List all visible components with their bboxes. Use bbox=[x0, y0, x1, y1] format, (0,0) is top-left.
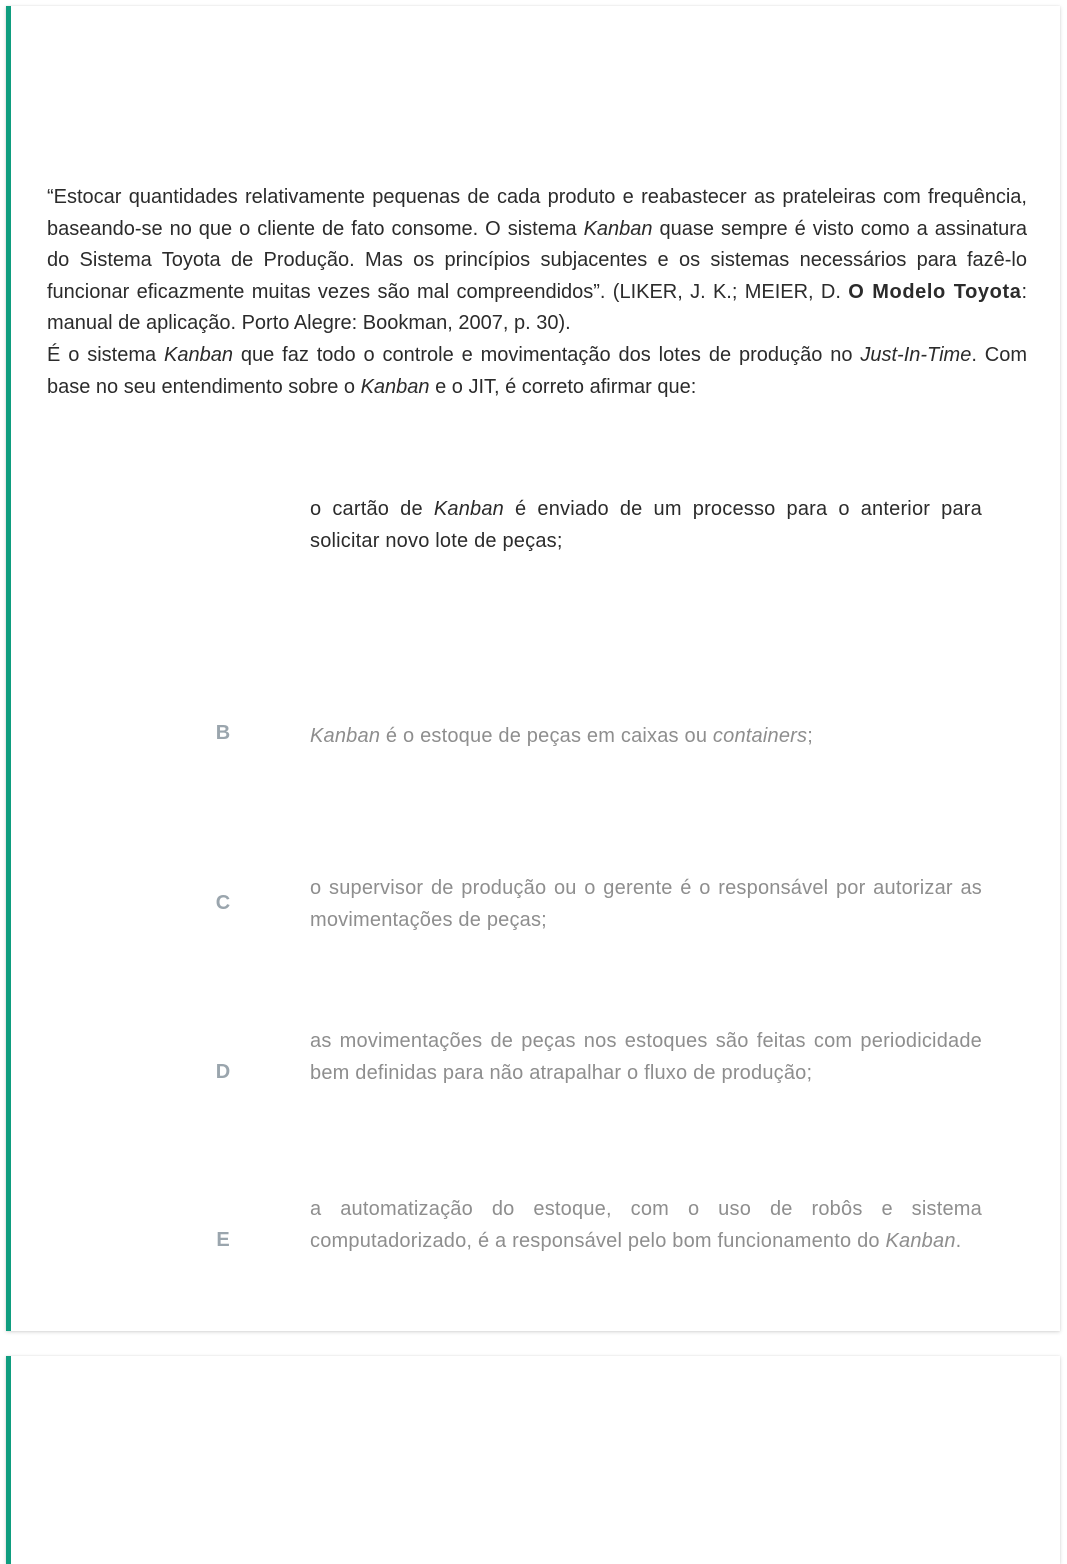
answer-option-e-text: a automatização do estoque, com o uso de robôs e sistema computadorizado, é a responsável pelo bom funcionamento do Kanban. bbox=[310, 1198, 982, 1252]
question-quote: “Estocar quantidades relativamente pequenas de cada produto e reabastecer as prateleiras com frequência, baseando-se no que o cliente de fato consome. O sistema Kanban quase sempre é visto como a assinatura do Sistema Toyota de Produção. Mas os princípios subjacentes e os sistemas necessários para fazê-lo funcionar eficazmente muitas vezes são mal compreendidos”. (LIKER, J. K.; MEIER, D. O Modelo Toyota: manual de aplicação. Porto Alegre: Bookman, 2007, p. 30). bbox=[47, 186, 1027, 335]
option-letter-e: E bbox=[216, 1229, 230, 1251]
answer-option-a-text: o cartão de Kanban é enviado de um processo para o anterior para solicitar novo lote de peças; bbox=[310, 498, 982, 552]
answer-option-c-text: o supervisor de produção ou o gerente é o responsável por autorizar as movimentações de peças; bbox=[310, 877, 982, 931]
option-letter-c: C bbox=[215, 892, 231, 914]
next-question-card bbox=[6, 1356, 1060, 1564]
question-card bbox=[6, 6, 1060, 1331]
option-letter-d: D bbox=[215, 1061, 231, 1083]
option-letter-b: B bbox=[215, 722, 231, 744]
book-title: O Modelo Toyota bbox=[848, 280, 1022, 303]
answer-option-b-text: Kanban é o estoque de peças em caixas ou containers; bbox=[310, 725, 813, 747]
question-statement bbox=[47, 182, 1027, 403]
answer-option-d-text: as movimentações de peças nos estoques são feitas com periodicidade bem definidas para não atrapalhar o fluxo de produção; bbox=[310, 1030, 982, 1084]
question-prompt: É o sistema Kanban que faz todo o controle e movimentação dos lotes de produção no Just-In-Time. Com base no seu entendimento sobre o Kanban e o JIT, é correto afirmar que: bbox=[47, 343, 1027, 398]
